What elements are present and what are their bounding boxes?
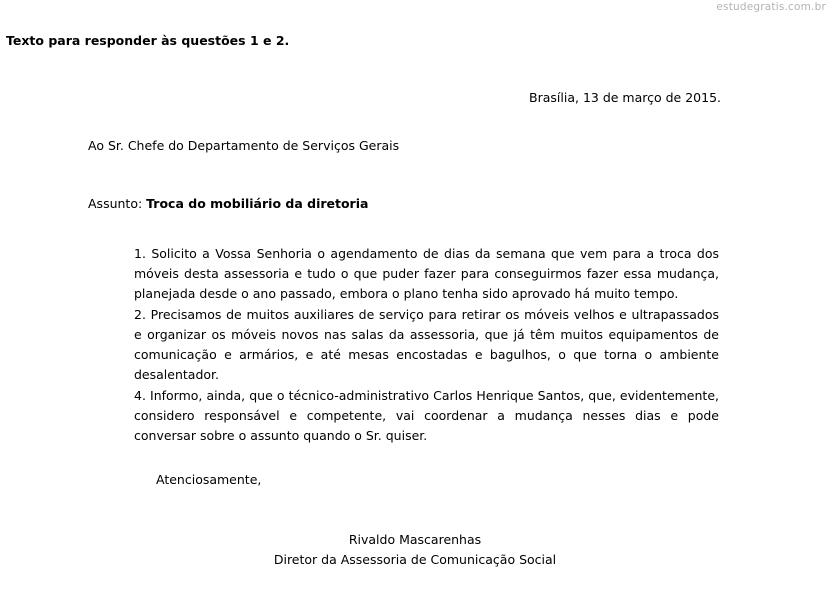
- letter-subject: [88, 196, 368, 211]
- paragraph-2: 2. Precisamos de muitos auxiliares de serviço para retirar os móveis velhos e ultrapassados e organizar os móveis novos nas salas da assessoria, que já têm muitos equipamentos de comunicação e armários, e até mesas encostadas e bagulhos, o que torna o ambiente desalentador.: [134, 307, 719, 382]
- letter-date: Brasília, 13 de março de 2015.: [529, 90, 721, 105]
- signer-title: Diretor da Assessoria de Comunicação Social: [273, 552, 557, 567]
- letter-body: [134, 244, 719, 447]
- signature-block: [200, 530, 630, 570]
- paragraph-1: 1. Solicito a Vossa Senhoria o agendamento de dias da semana que vem para a troca dos móveis desta assessoria e tudo o que puder fazer para conseguirmos fazer essa mudança, planejada desde o ano passado, embora o plano tenha sido aprovado há muito tempo.: [134, 246, 719, 301]
- letter-recipient: Ao Sr. Chefe do Departamento de Serviços Gerais: [88, 138, 400, 153]
- subject-label: Assunto:: [88, 196, 147, 211]
- letter-closing: Atenciosamente,: [156, 472, 262, 487]
- intro-heading: Texto para responder às questões 1 e 2.: [6, 33, 290, 48]
- paragraph-4: 4. Informo, ainda, que o técnico-administrativo Carlos Henrique Santos, que, evidentemente, considero responsável e competente, vai coordenar a mudança nesses dias e pode conversar sobre o assunto quando o Sr. quiser.: [134, 388, 719, 443]
- watermark-text: estudegratis.com.br: [716, 1, 826, 13]
- signer-name: Rivaldo Mascarenhas: [348, 532, 482, 547]
- subject-text: Troca do mobiliário da diretoria: [146, 196, 369, 211]
